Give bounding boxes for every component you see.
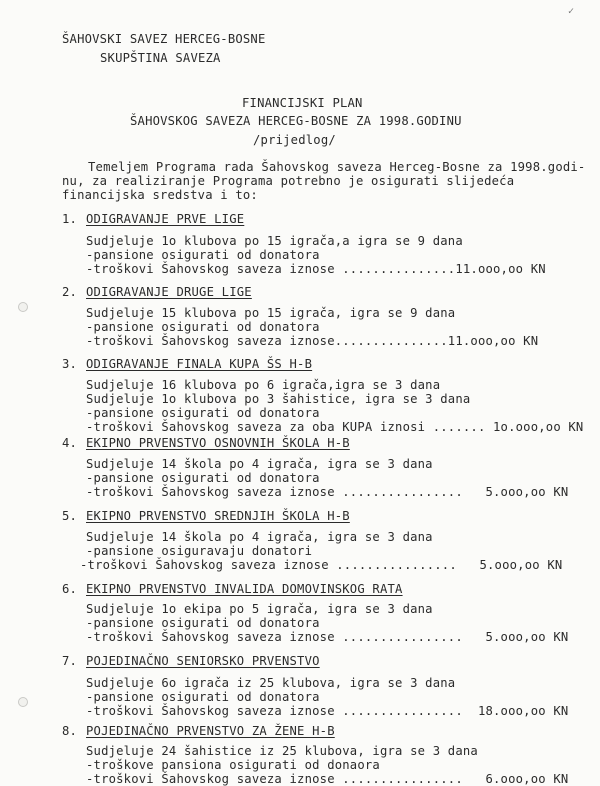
item-number: 3. — [62, 357, 78, 371]
item-cost-line: -troškovi Šahovskog saveza iznose ................ 5.ooo,oo KN — [86, 485, 569, 499]
item-line: -pansione osigurati od donatora — [86, 616, 320, 630]
item-cost-line: -troškovi Šahovskog saveza iznose...............11.ooo,oo KN — [86, 334, 539, 348]
intro-line-1: Temeljem Programa rada Šahovskog saveza Herceg-Bosne za 1998.godi- — [88, 160, 586, 174]
doc-subtitle: ŠAHOVSKOG SAVEZA HERCEG-BOSNE ZA 1998.GODINU — [130, 114, 462, 128]
doc-draft-note: /prijedlog/ — [253, 133, 336, 147]
item-line: Sudjeluje 15 klubova po 15 igrača, igra se 9 dana — [86, 306, 456, 320]
item-heading: POJEDINAČNO SENIORSKO PRVENSTVO — [86, 654, 320, 668]
item-line: Sudjeluje 16 klubova po 6 igrača,igra se 3 dana — [86, 378, 441, 392]
scan-mark: ✓ — [568, 6, 575, 17]
item-line: Sudjeluje 1o klubova po 15 igrača,a igra se 9 dana — [86, 234, 463, 248]
item-number: 4. — [62, 436, 78, 450]
doc-title: FINANCIJSKI PLAN — [242, 96, 363, 110]
item-cost-line: -troškovi Šahovskog saveza iznose ................ 18.ooo,oo KN — [86, 704, 569, 718]
org-assembly: SKUPŠTINA SAVEZA — [100, 51, 221, 65]
item-cost-line: -troškovi Šahovskog saveza iznose ...............11.ooo,oo KN — [86, 262, 546, 276]
item-number: 2. — [62, 285, 78, 299]
punch-hole-mark — [18, 697, 28, 707]
item-line: Sudjeluje 6o igrača iz 25 klubova, igra se 3 dana — [86, 676, 456, 690]
item-line: -pansione osigurati od donatora — [86, 471, 320, 485]
item-cost-line: -troškovi Šahovskog saveza za oba KUPA iznosi ....... 1o.ooo,oo KN — [86, 420, 584, 434]
item-heading: EKIPNO PRVENSTVO SREDNJIH ŠKOLA H-B — [86, 509, 350, 523]
item-line: Sudjeluje 14 škola po 4 igrača, igra se 3 dana — [86, 457, 433, 471]
item-number: 8. — [62, 724, 78, 738]
item-number: 7. — [62, 654, 78, 668]
item-line: -pansione osigurati od donatora — [86, 690, 320, 704]
item-heading: POJEDINAČNO PRVENSTVO ZA ŽENE H-B — [86, 724, 335, 738]
item-heading: ODIGRAVANJE DRUGE LIGE — [86, 285, 252, 299]
item-heading: EKIPNO PRVENSTVO OSNOVNIH ŠKOLA H-B — [86, 436, 350, 450]
item-line: -pansione osigurati od donatora — [86, 406, 320, 420]
item-cost-line: -troškovi Šahovskog saveza iznose ................ 5.ooo,oo KN — [80, 558, 563, 572]
item-line: Sudjeluje 14 škola po 4 igrača, igra se 3 dana — [86, 530, 433, 544]
item-cost-line: -troškovi Šahovskog saveza iznose ................ 6.ooo,oo KN — [86, 772, 569, 786]
item-line: Sudjeluje 1o ekipa po 5 igrača, igra se 3 dana — [86, 602, 433, 616]
intro-line-3: financijska sredstva i to: — [62, 188, 258, 202]
item-number: 1. — [62, 212, 78, 226]
item-heading: ODIGRAVANJE PRVE LIGE — [86, 212, 245, 226]
item-number: 5. — [62, 509, 78, 523]
item-heading: EKIPNO PRVENSTVO INVALIDA DOMOVINSKOG RATA — [86, 582, 403, 596]
item-heading: ODIGRAVANJE FINALA KUPA ŠS H-B — [86, 357, 313, 371]
item-line: -troškove pansiona osigurati od donaora — [86, 758, 380, 772]
item-line: -pansione osigurati od donatora — [86, 320, 320, 334]
item-number: 6. — [62, 582, 78, 596]
item-line: Sudjeluje 1o klubova po 3 šahistice, igra se 3 dana — [86, 392, 471, 406]
org-name: ŠAHOVSKI SAVEZ HERCEG-BOSNE — [62, 32, 266, 46]
intro-line-2: nu, za realiziranje Programa potrebno je osigurati slijedeća — [62, 174, 515, 188]
item-line: Sudjeluje 24 šahistice iz 25 klubova, igra se 3 dana — [86, 744, 478, 758]
item-line: -pansione osigurati od donatora — [86, 248, 320, 262]
item-line: -pansione osiguravaju donatori — [86, 544, 313, 558]
punch-hole-mark — [18, 302, 28, 312]
item-cost-line: -troškovi Šahovskog saveza iznose ................ 5.ooo,oo KN — [86, 630, 569, 644]
